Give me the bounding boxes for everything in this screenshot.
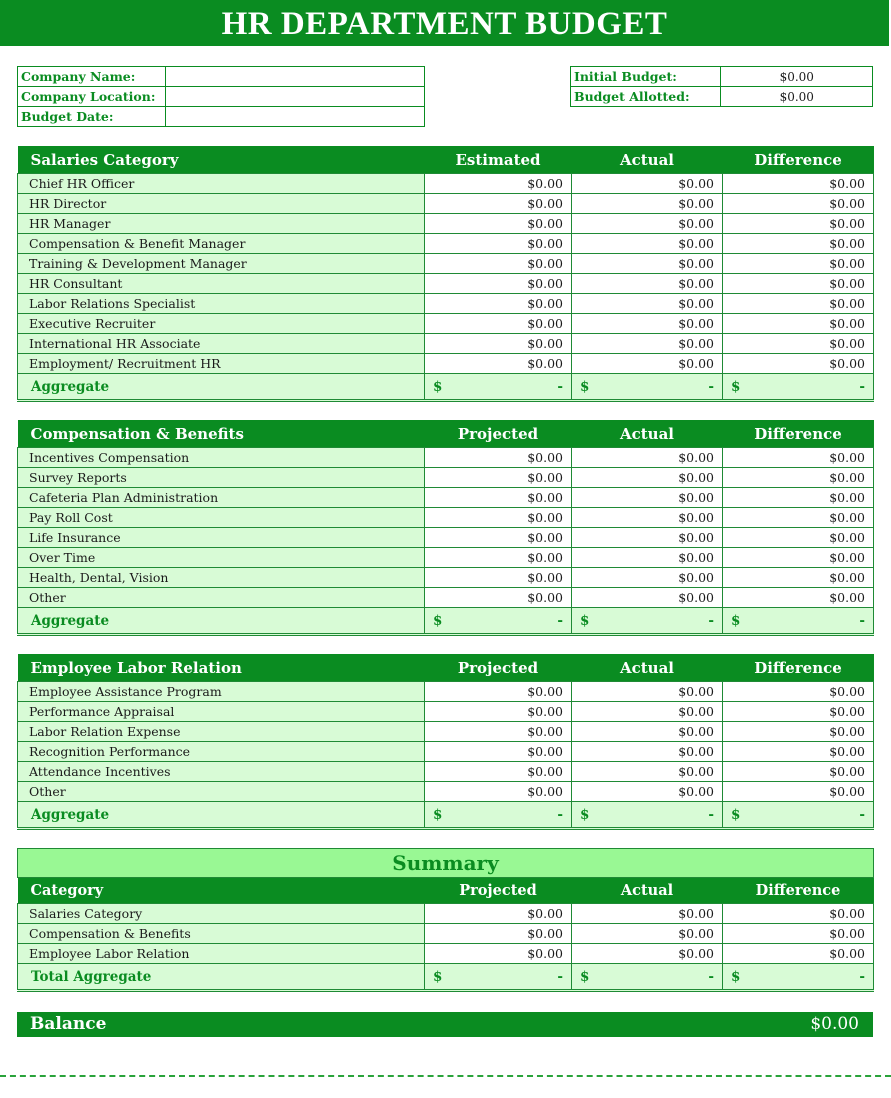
company-name-label: Company Name: bbox=[18, 67, 166, 87]
dollar-symbol: $ bbox=[580, 806, 590, 823]
row-label: Pay Roll Cost bbox=[18, 508, 425, 528]
amount-cell[interactable]: $0.00 bbox=[723, 274, 874, 294]
dollar-symbol: $ bbox=[731, 378, 741, 395]
row-label: Compensation & Benefits bbox=[18, 924, 425, 944]
amount-cell[interactable]: $0.00 bbox=[425, 682, 572, 702]
info-row-company-name bbox=[18, 67, 425, 87]
aggregate-cell[interactable] bbox=[572, 374, 723, 401]
amount-cell[interactable]: $0.00 bbox=[572, 548, 723, 568]
info-row-company-location bbox=[18, 87, 425, 107]
dollar-symbol: $ bbox=[580, 378, 590, 395]
dollar-symbol: $ bbox=[580, 612, 590, 629]
aggregate-cell[interactable] bbox=[723, 374, 874, 401]
row-label: Employment/ Recruitment HR bbox=[18, 354, 425, 374]
amount-cell[interactable]: $0.00 bbox=[723, 354, 874, 374]
amount-cell[interactable]: $0.00 bbox=[572, 588, 723, 608]
row-label: Chief HR Officer bbox=[18, 174, 425, 194]
aggregate-value: - bbox=[859, 806, 865, 823]
amount-cell[interactable]: $0.00 bbox=[723, 782, 874, 802]
amount-cell[interactable]: $0.00 bbox=[723, 548, 874, 568]
amount-cell[interactable]: $0.00 bbox=[572, 722, 723, 742]
column-header: Projected bbox=[425, 420, 572, 448]
row-label: HR Manager bbox=[18, 214, 425, 234]
table-row bbox=[18, 682, 874, 702]
amount-cell[interactable]: $0.00 bbox=[425, 762, 572, 782]
aggregate-value: - bbox=[708, 806, 714, 823]
row-label: Other bbox=[18, 782, 425, 802]
table-row bbox=[18, 294, 874, 314]
table-row bbox=[18, 334, 874, 354]
amount-cell[interactable]: $0.00 bbox=[425, 924, 572, 944]
row-label: HR Consultant bbox=[18, 274, 425, 294]
dollar-symbol: $ bbox=[433, 968, 443, 985]
dashed-divider bbox=[0, 1075, 891, 1077]
amount-cell[interactable]: $0.00 bbox=[572, 274, 723, 294]
column-header: Estimated bbox=[425, 146, 572, 174]
column-header: Projected bbox=[425, 654, 572, 682]
table-header-row bbox=[18, 420, 874, 448]
row-label: Recognition Performance bbox=[18, 742, 425, 762]
amount-cell[interactable]: $0.00 bbox=[723, 194, 874, 214]
amount-cell[interactable]: $0.00 bbox=[723, 334, 874, 354]
total-aggregate-row bbox=[18, 964, 874, 991]
amount-cell[interactable]: $0.00 bbox=[572, 924, 723, 944]
row-label: Compensation & Benefit Manager bbox=[18, 234, 425, 254]
aggregate-value: - bbox=[708, 968, 714, 985]
table-row bbox=[18, 588, 874, 608]
column-header: Actual bbox=[572, 654, 723, 682]
amount-cell[interactable]: $0.00 bbox=[723, 528, 874, 548]
amount-cell[interactable]: $0.00 bbox=[425, 194, 572, 214]
amount-cell[interactable]: $0.00 bbox=[425, 234, 572, 254]
aggregate-cell[interactable] bbox=[425, 374, 572, 401]
column-header: Employee Labor Relation bbox=[18, 654, 425, 682]
company-location-field[interactable] bbox=[166, 87, 425, 107]
column-header: Compensation & Benefits bbox=[18, 420, 425, 448]
company-info-table bbox=[17, 66, 425, 127]
dollar-symbol: $ bbox=[731, 806, 741, 823]
table-row bbox=[18, 468, 874, 488]
aggregate-value: - bbox=[708, 378, 714, 395]
column-header: Category bbox=[18, 878, 425, 904]
info-row-budget-allotted bbox=[571, 87, 873, 107]
amount-cell[interactable]: $0.00 bbox=[572, 508, 723, 528]
aggregate-value: - bbox=[859, 968, 865, 985]
table-row bbox=[18, 174, 874, 194]
amount-cell[interactable]: $0.00 bbox=[425, 354, 572, 374]
aggregate-label: Aggregate bbox=[18, 608, 425, 635]
budget-date-label: Budget Date: bbox=[18, 107, 166, 127]
balance-value[interactable]: $0.00 bbox=[810, 1014, 859, 1034]
amount-cell[interactable]: $0.00 bbox=[572, 944, 723, 964]
amount-cell[interactable]: $0.00 bbox=[425, 588, 572, 608]
amount-cell[interactable]: $0.00 bbox=[572, 234, 723, 254]
table-row bbox=[18, 234, 874, 254]
amount-cell[interactable]: $0.00 bbox=[723, 214, 874, 234]
amount-cell[interactable]: $0.00 bbox=[723, 904, 874, 924]
amount-cell[interactable]: $0.00 bbox=[572, 528, 723, 548]
amount-cell[interactable]: $0.00 bbox=[425, 254, 572, 274]
balance-bar bbox=[17, 1012, 873, 1037]
row-label: Life Insurance bbox=[18, 528, 425, 548]
amount-cell[interactable]: $0.00 bbox=[723, 294, 874, 314]
aggregate-cell[interactable] bbox=[425, 802, 572, 829]
row-label: Employee Labor Relation bbox=[18, 944, 425, 964]
row-label: Survey Reports bbox=[18, 468, 425, 488]
row-label: Cafeteria Plan Administration bbox=[18, 488, 425, 508]
table-row bbox=[18, 354, 874, 374]
budget-allotted-label: Budget Allotted: bbox=[571, 87, 721, 107]
amount-cell[interactable]: $0.00 bbox=[723, 508, 874, 528]
budget-info-table bbox=[570, 66, 873, 107]
row-label: Executive Recruiter bbox=[18, 314, 425, 334]
table-row bbox=[18, 314, 874, 334]
row-label: Employee Assistance Program bbox=[18, 682, 425, 702]
row-label: Training & Development Manager bbox=[18, 254, 425, 274]
amount-cell[interactable]: $0.00 bbox=[425, 568, 572, 588]
aggregate-label: Aggregate bbox=[18, 374, 425, 401]
amount-cell[interactable]: $0.00 bbox=[572, 468, 723, 488]
amount-cell[interactable]: $0.00 bbox=[723, 568, 874, 588]
row-label: Labor Relations Specialist bbox=[18, 294, 425, 314]
summary-table bbox=[17, 848, 874, 992]
dollar-symbol: $ bbox=[433, 612, 443, 629]
row-label: Health, Dental, Vision bbox=[18, 568, 425, 588]
amount-cell[interactable]: $0.00 bbox=[425, 904, 572, 924]
column-header: Actual bbox=[572, 878, 723, 904]
amount-cell[interactable]: $0.00 bbox=[572, 294, 723, 314]
info-row-budget-date bbox=[18, 107, 425, 127]
aggregate-value: - bbox=[557, 806, 563, 823]
amount-cell[interactable]: $0.00 bbox=[425, 214, 572, 234]
aggregate-label: Aggregate bbox=[18, 802, 425, 829]
amount-cell[interactable]: $0.00 bbox=[572, 214, 723, 234]
company-name-field[interactable] bbox=[166, 67, 425, 87]
amount-cell[interactable]: $0.00 bbox=[425, 274, 572, 294]
amount-cell[interactable]: $0.00 bbox=[723, 314, 874, 334]
amount-cell[interactable]: $0.00 bbox=[572, 782, 723, 802]
amount-cell[interactable]: $0.00 bbox=[723, 448, 874, 468]
row-label: Over Time bbox=[18, 548, 425, 568]
amount-cell[interactable]: $0.00 bbox=[572, 904, 723, 924]
amount-cell[interactable]: $0.00 bbox=[572, 488, 723, 508]
amount-cell[interactable]: $0.00 bbox=[723, 468, 874, 488]
aggregate-cell[interactable] bbox=[723, 964, 874, 991]
table-row bbox=[18, 762, 874, 782]
summary-title: Summary bbox=[18, 849, 874, 878]
amount-cell[interactable]: $0.00 bbox=[723, 762, 874, 782]
aggregate-value: - bbox=[859, 612, 865, 629]
amount-cell[interactable]: $0.00 bbox=[425, 548, 572, 568]
amount-cell[interactable]: $0.00 bbox=[723, 924, 874, 944]
compensation-benefits-table bbox=[17, 420, 874, 636]
aggregate-cell[interactable] bbox=[572, 608, 723, 635]
table-row bbox=[18, 924, 874, 944]
table-row bbox=[18, 742, 874, 762]
aggregate-value: - bbox=[557, 968, 563, 985]
page-title: HR DEPARTMENT BUDGET bbox=[0, 0, 889, 46]
column-header: Difference bbox=[723, 420, 874, 448]
table-header-row bbox=[18, 878, 874, 904]
amount-cell[interactable]: $0.00 bbox=[572, 448, 723, 468]
info-row-initial-budget bbox=[571, 67, 873, 87]
amount-cell[interactable]: $0.00 bbox=[723, 722, 874, 742]
amount-cell[interactable]: $0.00 bbox=[723, 702, 874, 722]
aggregate-cell[interactable] bbox=[723, 802, 874, 829]
budget-date-field[interactable] bbox=[166, 107, 425, 127]
column-header: Actual bbox=[572, 146, 723, 174]
dollar-symbol: $ bbox=[731, 968, 741, 985]
aggregate-row bbox=[18, 802, 874, 829]
amount-cell[interactable]: $0.00 bbox=[723, 588, 874, 608]
amount-cell[interactable]: $0.00 bbox=[425, 508, 572, 528]
amount-cell[interactable]: $0.00 bbox=[425, 334, 572, 354]
row-label: Attendance Incentives bbox=[18, 762, 425, 782]
amount-cell[interactable]: $0.00 bbox=[425, 468, 572, 488]
aggregate-cell[interactable] bbox=[572, 802, 723, 829]
aggregate-value: - bbox=[708, 612, 714, 629]
table-row bbox=[18, 254, 874, 274]
amount-cell[interactable]: $0.00 bbox=[425, 294, 572, 314]
column-header: Difference bbox=[723, 654, 874, 682]
amount-cell[interactable]: $0.00 bbox=[723, 742, 874, 762]
table-row bbox=[18, 194, 874, 214]
aggregate-cell[interactable] bbox=[425, 964, 572, 991]
aggregate-row bbox=[18, 608, 874, 635]
table-row bbox=[18, 448, 874, 468]
column-header: Difference bbox=[723, 146, 874, 174]
amount-cell[interactable]: $0.00 bbox=[572, 762, 723, 782]
table-row bbox=[18, 722, 874, 742]
aggregate-cell[interactable] bbox=[572, 964, 723, 991]
amount-cell[interactable]: $0.00 bbox=[572, 174, 723, 194]
amount-cell[interactable]: $0.00 bbox=[572, 682, 723, 702]
company-location-label: Company Location: bbox=[18, 87, 166, 107]
table-row bbox=[18, 944, 874, 964]
dollar-symbol: $ bbox=[731, 612, 741, 629]
table-row bbox=[18, 528, 874, 548]
amount-cell[interactable]: $0.00 bbox=[572, 742, 723, 762]
amount-cell[interactable]: $0.00 bbox=[425, 314, 572, 334]
dollar-symbol: $ bbox=[580, 968, 590, 985]
amount-cell[interactable]: $0.00 bbox=[723, 488, 874, 508]
column-header: Projected bbox=[425, 878, 572, 904]
row-label: HR Director bbox=[18, 194, 425, 214]
aggregate-cell[interactable] bbox=[425, 608, 572, 635]
amount-cell[interactable]: $0.00 bbox=[425, 448, 572, 468]
aggregate-value: - bbox=[557, 378, 563, 395]
total-aggregate-label: Total Aggregate bbox=[18, 964, 425, 991]
amount-cell[interactable]: $0.00 bbox=[723, 234, 874, 254]
amount-cell[interactable]: $0.00 bbox=[425, 702, 572, 722]
aggregate-cell[interactable] bbox=[723, 608, 874, 635]
initial-budget-field[interactable]: $0.00 bbox=[721, 67, 873, 87]
amount-cell[interactable]: $0.00 bbox=[425, 174, 572, 194]
row-label: Other bbox=[18, 588, 425, 608]
amount-cell[interactable]: $0.00 bbox=[572, 194, 723, 214]
table-row bbox=[18, 508, 874, 528]
row-label: Salaries Category bbox=[18, 904, 425, 924]
amount-cell[interactable]: $0.00 bbox=[723, 254, 874, 274]
balance-label: Balance bbox=[30, 1014, 107, 1034]
table-row bbox=[18, 488, 874, 508]
amount-cell[interactable]: $0.00 bbox=[723, 174, 874, 194]
amount-cell[interactable]: $0.00 bbox=[572, 354, 723, 374]
table-row bbox=[18, 702, 874, 722]
table-row bbox=[18, 274, 874, 294]
table-header-row bbox=[18, 654, 874, 682]
row-label: Performance Appraisal bbox=[18, 702, 425, 722]
amount-cell[interactable]: $0.00 bbox=[425, 722, 572, 742]
table-row bbox=[18, 568, 874, 588]
amount-cell[interactable]: $0.00 bbox=[572, 314, 723, 334]
initial-budget-label: Initial Budget: bbox=[571, 67, 721, 87]
aggregate-value: - bbox=[859, 378, 865, 395]
dollar-symbol: $ bbox=[433, 378, 443, 395]
aggregate-value: - bbox=[557, 612, 563, 629]
salaries-table bbox=[17, 146, 874, 402]
row-label: International HR Associate bbox=[18, 334, 425, 354]
amount-cell[interactable]: $0.00 bbox=[572, 702, 723, 722]
dollar-symbol: $ bbox=[433, 806, 443, 823]
amount-cell[interactable]: $0.00 bbox=[723, 682, 874, 702]
table-row bbox=[18, 904, 874, 924]
column-header: Actual bbox=[572, 420, 723, 448]
summary-title-row bbox=[18, 849, 874, 878]
amount-cell[interactable]: $0.00 bbox=[572, 334, 723, 354]
amount-cell[interactable]: $0.00 bbox=[425, 528, 572, 548]
row-label: Incentives Compensation bbox=[18, 448, 425, 468]
amount-cell[interactable]: $0.00 bbox=[723, 944, 874, 964]
table-row bbox=[18, 214, 874, 234]
amount-cell[interactable]: $0.00 bbox=[425, 944, 572, 964]
table-row bbox=[18, 782, 874, 802]
column-header: Salaries Category bbox=[18, 146, 425, 174]
table-header-row bbox=[18, 146, 874, 174]
table-row bbox=[18, 548, 874, 568]
amount-cell[interactable]: $0.00 bbox=[425, 742, 572, 762]
budget-allotted-field[interactable]: $0.00 bbox=[721, 87, 873, 107]
column-header: Difference bbox=[723, 878, 874, 904]
aggregate-row bbox=[18, 374, 874, 401]
row-label: Labor Relation Expense bbox=[18, 722, 425, 742]
amount-cell[interactable]: $0.00 bbox=[572, 568, 723, 588]
employee-labor-relation-table bbox=[17, 654, 874, 830]
amount-cell[interactable]: $0.00 bbox=[572, 254, 723, 274]
amount-cell[interactable]: $0.00 bbox=[425, 782, 572, 802]
amount-cell[interactable]: $0.00 bbox=[425, 488, 572, 508]
